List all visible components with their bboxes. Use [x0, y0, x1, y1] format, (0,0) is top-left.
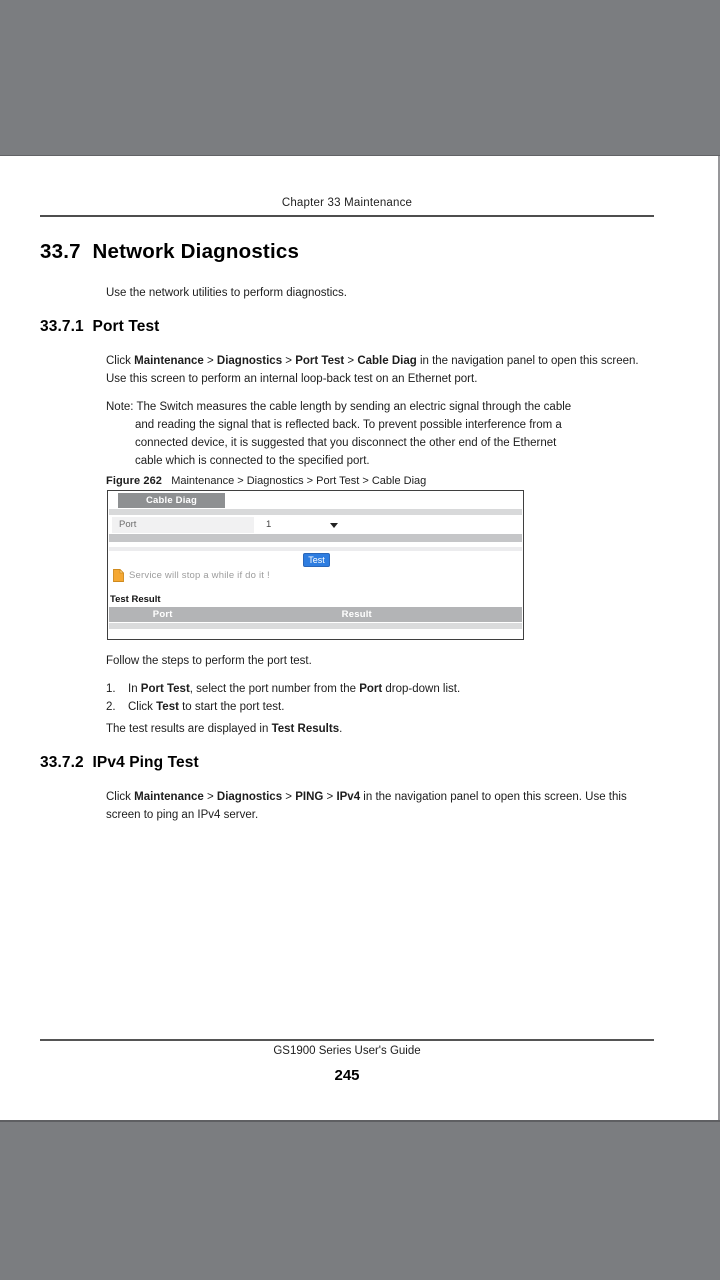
section-372-open-paragraph: Click Maintenance > Diagnostics > PING > IPv4 in the navigation panel to open this screen. Use this screen to ping an IPv4 server.: [106, 791, 627, 821]
results-paragraph: The test results are displayed in Test Results.: [106, 723, 343, 735]
footer-guide-title: GS1900 Series User's Guide: [273, 1045, 421, 1057]
viewer-margin-bottom: [0, 1120, 720, 1280]
running-header-chapter: Chapter 33 Maintenance: [281, 197, 413, 209]
note-block: Note: The Switch measures the cable length by sending an electric signal through the cable and reading the signal that is reflected back. To prevent possible interference from a connected device, it is suggested that you disconnect the other end of the Ethernet cable which is connected to the specified port.: [106, 401, 572, 467]
port-dropdown[interactable]: [258, 517, 340, 533]
steps-intro: Follow the steps to perform the port test.: [106, 655, 312, 667]
result-table-header-result: Result: [341, 609, 372, 620]
step-number: 2.: [106, 701, 116, 713]
figure-caption: Figure 262 Maintenance > Diagnostics > Port Test > Cable Diag: [106, 475, 427, 487]
list-item: [106, 680, 654, 698]
figure-separator-bar-light: [109, 547, 522, 551]
result-table-header-port: Port: [152, 609, 173, 620]
page-footer: [40, 1039, 654, 1085]
cable-diag-tab[interactable]: Cable Diag: [118, 493, 225, 508]
section-372-heading: 33.7.2 IPv4 Ping Test: [40, 754, 199, 771]
service-warning-row: [113, 569, 270, 582]
test-button[interactable]: Test: [303, 553, 330, 567]
port-field-label: Port: [112, 517, 254, 533]
footer-page-number: 245: [334, 1067, 360, 1084]
list-item: [106, 698, 654, 716]
result-table-header: [109, 607, 522, 622]
viewer-margin-top: [0, 0, 720, 156]
document-page: [0, 156, 720, 1120]
section-371-heading: 33.7.1 Port Test: [40, 318, 160, 335]
section-37-intro: Use the network utilities to perform diagnostics.: [106, 287, 347, 299]
section-371-open-paragraph: Click Maintenance > Diagnostics > Port Test > Cable Diag in the navigation panel to open this screen. Use this screen to perform an internal loop-back test on an Ethernet port.: [106, 355, 639, 385]
header-rule: [40, 215, 654, 217]
note-page-icon: [113, 569, 124, 582]
step-text: In Port Test, select the port number from the Port drop-down list.: [128, 683, 461, 695]
section-37-heading: 33.7 Network Diagnostics: [40, 240, 300, 263]
caret-down-icon: [330, 523, 338, 528]
port-dropdown-value: 1: [266, 519, 272, 530]
figure-separator-strip: [109, 509, 522, 515]
steps-list: [106, 680, 654, 716]
test-result-label: Test Result: [110, 594, 161, 605]
step-number: 1.: [106, 683, 116, 695]
footer-rule: [40, 1039, 654, 1041]
service-warning-text: Service will stop a while if do it !: [129, 570, 270, 581]
figure-separator-bar: [109, 534, 522, 542]
figure-262-screenshot: [107, 490, 524, 640]
step-text: Click Test to start the port test.: [128, 701, 285, 713]
result-table-empty-row: [109, 623, 522, 629]
